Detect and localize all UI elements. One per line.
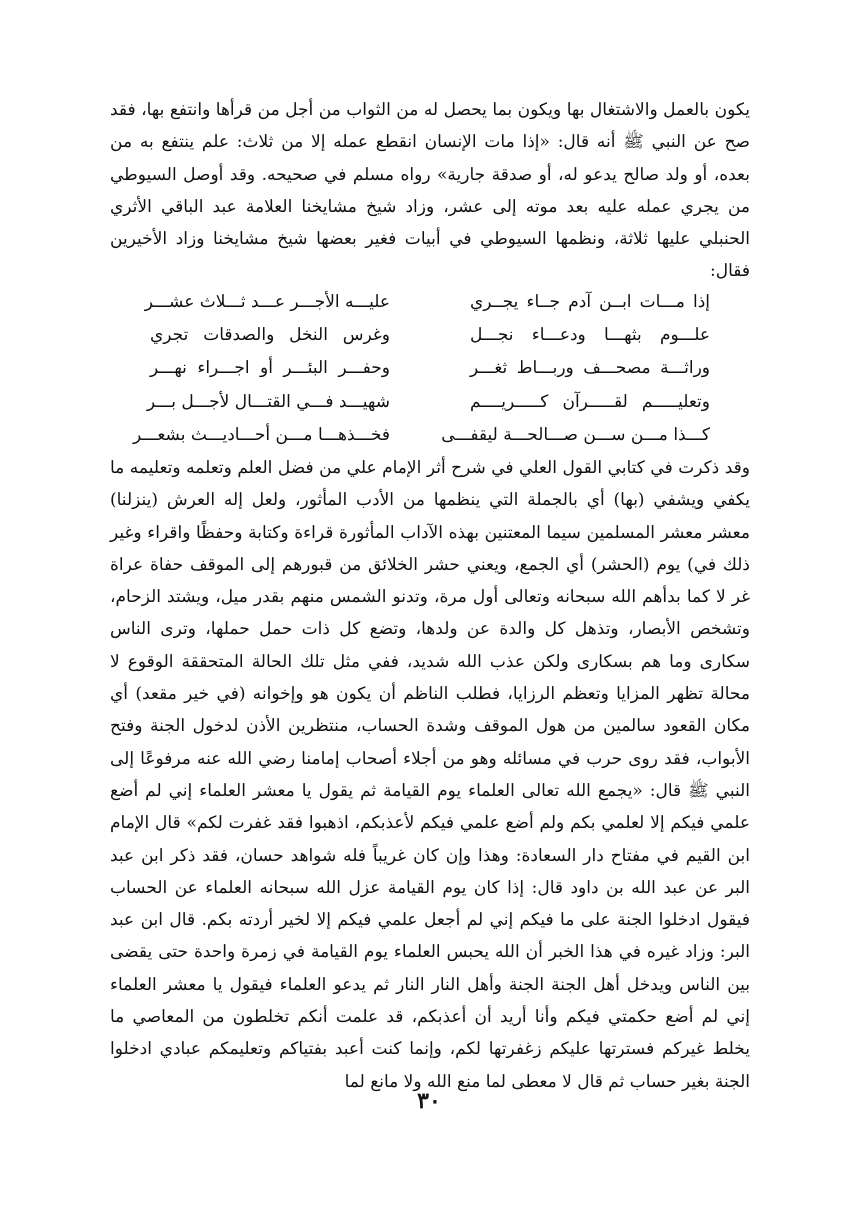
poem-first-hemistich: وراثـــة مصحـــف وربـــاط ثغـــر <box>470 358 710 379</box>
poem-block <box>133 285 710 452</box>
poem-second-hemistich: شهيـــد فـــي القتـــال لأجـــل بـــر <box>146 391 390 412</box>
poem-verse <box>144 285 710 318</box>
poem-second-hemistich: وحفـــر البئـــر أو اجـــراء نهـــر <box>150 358 390 379</box>
poem-first-hemistich: وتعليـــــم لقـــــرآن كـــــريــــم <box>470 391 710 412</box>
commentary-paragraph: وقد ذكرت في كتابي القول العلي في شرح أثر الإمام علي من فضل العلم وتعلمه وتعليمه ما يكفي ويشفي (بها) أي بالجملة التي ينظمها من الأدب المأثور، ولعل إله العرش (ينزلنا) معشر معشر المسلمين سيما المعتنين بهذه الآداب المأثورة قراءة وكتابة وحفظًا واقراء وغير ذلك في) يوم (الحشر) أي الجمع، ويعني حشر الخلائق من قبورهم إلى الموقف حفاة عراة غر لا كما بدأهم الله سبحانه وتعالى أول مرة، وتدنو الشمس منهم بقدر ميل، ويشتد الزحام، وتشخص الأبصار، وتذهل كل والدة عن ولدها، وتضع كل ذات حمل حملها، وترى الناس سكارى وما هم بسكارى ولكن عذب الله شديد، ففي مثل تلك الحالة المتحققة الوقوع لا محالة تظهر المزايا وتعظم الرزايا، فطلب الناظم أن يكون هو وإخوانه (في خير مقعد) أي مكان القعود سالمين من هول الموقف وشدة الحساب، منتظرين الأذن لدخول الجنة وفتح الأبواب، فقد روى حرب في مسائله وهو من أجلاء أصحاب إمامنا رضي الله عنه مرفوعًا إلى النبي ﷺ قال: «يجمع الله تعالى العلماء يوم القيامة ثم يقول يا معشر العلماء إني لم أضع علمي فيكم إلا لعلمي بكم ولم أضع علمي فيكم لأعذبكم، اذهبوا فقد غفرت لكم» قال الإمام ابن القيم في مفتاح دار السعادة: وهذا وإن كان غريباً فله شواهد حسان، فقد ذكر ابن عبد البر عن عبد الله بن داود قال: إذا كان يوم القيامة عزل الله سبحانه العلماء عن الحساب فيقول ادخلوا الجنة على ما فيكم إني لم أجعل علمي فيكم إلا لخير أردته بكم. قال ابن عبد البر: وزاد غيره في هذا الخبر أن الله يحبس العلماء يوم القيامة في زمرة واحدة حتى يقضى بين الناس ويدخل أهل الجنة الجنة وأهل النار النار ثم يدعو العلماء فيقول يا معشر العلماء إني لم أضع حكمتي فيكم وأنا أريد أن أعذبكم، قد علمت أنكم تخلطون من المعاصي ما يخلط غيركم فسترتها عليكم زغفرتها لكم، وإنما كنت أعبد بفتياكم وتعليمكم عبادي ادخلوا الجنة بغير حساب ثم قال لا معطى لما منع الله ولا مانع لما <box>110 458 750 1092</box>
poem-verse <box>146 385 710 418</box>
page-number: ٣٠ <box>417 1088 441 1114</box>
poem-first-hemistich: إذا مـــات ابــن آدم جــاء يجــري <box>470 291 710 312</box>
poem-second-hemistich: وغرس النخل والصدقات تجري <box>150 325 390 346</box>
poem-verse <box>133 419 710 452</box>
poem-first-hemistich: علـــوم بثهـــا ودعـــاء نجـــل <box>470 325 710 346</box>
poem-first-hemistich: كـــذا مـــن ســـن صـــالحـــة ليقفـــى <box>441 425 710 446</box>
intro-paragraph: يكون بالعمل والاشتغال بها ويكون بما يحصل له من الثواب من أجل من قرأها وانتفع بها، فقد صح عن النبي ﷺ أنه قال: «إذا مات الإنسان انقطع عمله إلا من ثلاث: علم ينتفع به من بعده، أو ولد صالح يدعو له، أو صدقة جارية» رواه مسلم في صحيحه. وقد أوصل السيوطي من يجري عمله عليه بعد موته إلى عشر، وزاد شيخ مشايخنا العلامة عبد الباقي الأثري الحنبلي عليها ثلاثة، ونظمها السيوطي في أبيات فغير بعضها شيخ مشايخنا وزاد الأخيرين فقال: <box>110 100 750 282</box>
poem-second-hemistich: فخـــذهـــا مـــن أحـــاديـــث بشعـــر <box>133 425 390 446</box>
poem-verse <box>150 352 710 385</box>
poem-verse <box>150 318 710 351</box>
poem-second-hemistich: عليـــه الأجـــر عـــد ثـــلاث عشـــر <box>144 291 390 312</box>
